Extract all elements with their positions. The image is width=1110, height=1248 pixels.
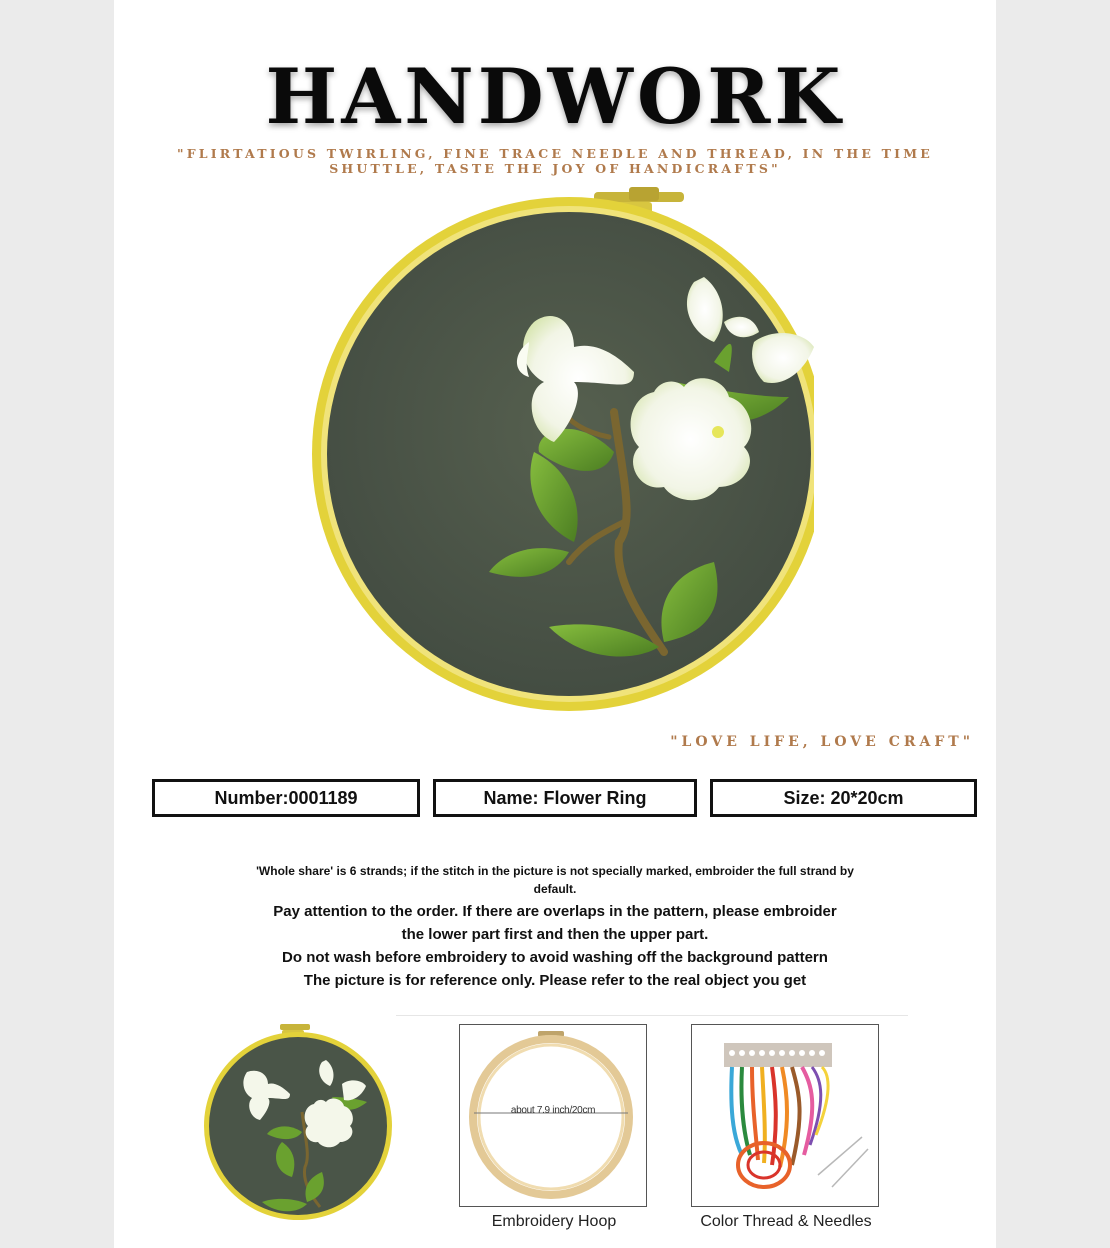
note-reference: The picture is for reference only. Please refer to the real object you get [303, 972, 807, 989]
thread-caption: Color Thread & Needles [700, 1213, 872, 1230]
hoop-measurement: about 7.9 inch/20cm [510, 1105, 596, 1116]
spec-number-box [152, 779, 420, 817]
instruction-notes [194, 862, 916, 992]
note-order: Pay attention to the order. If there are overlaps in the pattern, please embroider the lower part first and then the upper part. [273, 903, 837, 943]
page-title: HANDWORK [265, 52, 845, 141]
thumbnail-embroidery-image [202, 1022, 397, 1222]
divider [396, 1015, 908, 1016]
spec-name: Name: Flower Ring [483, 787, 647, 808]
product-page [114, 0, 996, 1248]
spec-size: Size: 20*20cm [783, 787, 904, 808]
spec-number: Number:0001189 [214, 787, 358, 808]
thread-needles-frame [691, 1024, 879, 1207]
hero-embroidery-image [284, 182, 814, 722]
thread-icon [692, 1025, 877, 1205]
embroidery-hoop-frame [459, 1024, 647, 1207]
spec-size-box [710, 779, 977, 817]
spec-name-box [433, 779, 697, 817]
note-strands: 'Whole share' is 6 strands; if the stitch in the picture is not specially marked, embroider the full strand by default. [256, 864, 854, 896]
note-wash: Do not wash before embroidery to avoid washing off the background pattern [282, 949, 828, 966]
slogan-text: "LOVE LIFE, LOVE CRAFT" [670, 734, 974, 750]
hoop-caption: Embroidery Hoop [491, 1213, 617, 1230]
tagline-quote: "FLIRTATIOUS TWIRLING, FINE TRACE NEEDLE AND THREAD, IN THE TIME SHUTTLE, TASTE THE JOY OF HANDICRAFTS" [176, 146, 933, 176]
